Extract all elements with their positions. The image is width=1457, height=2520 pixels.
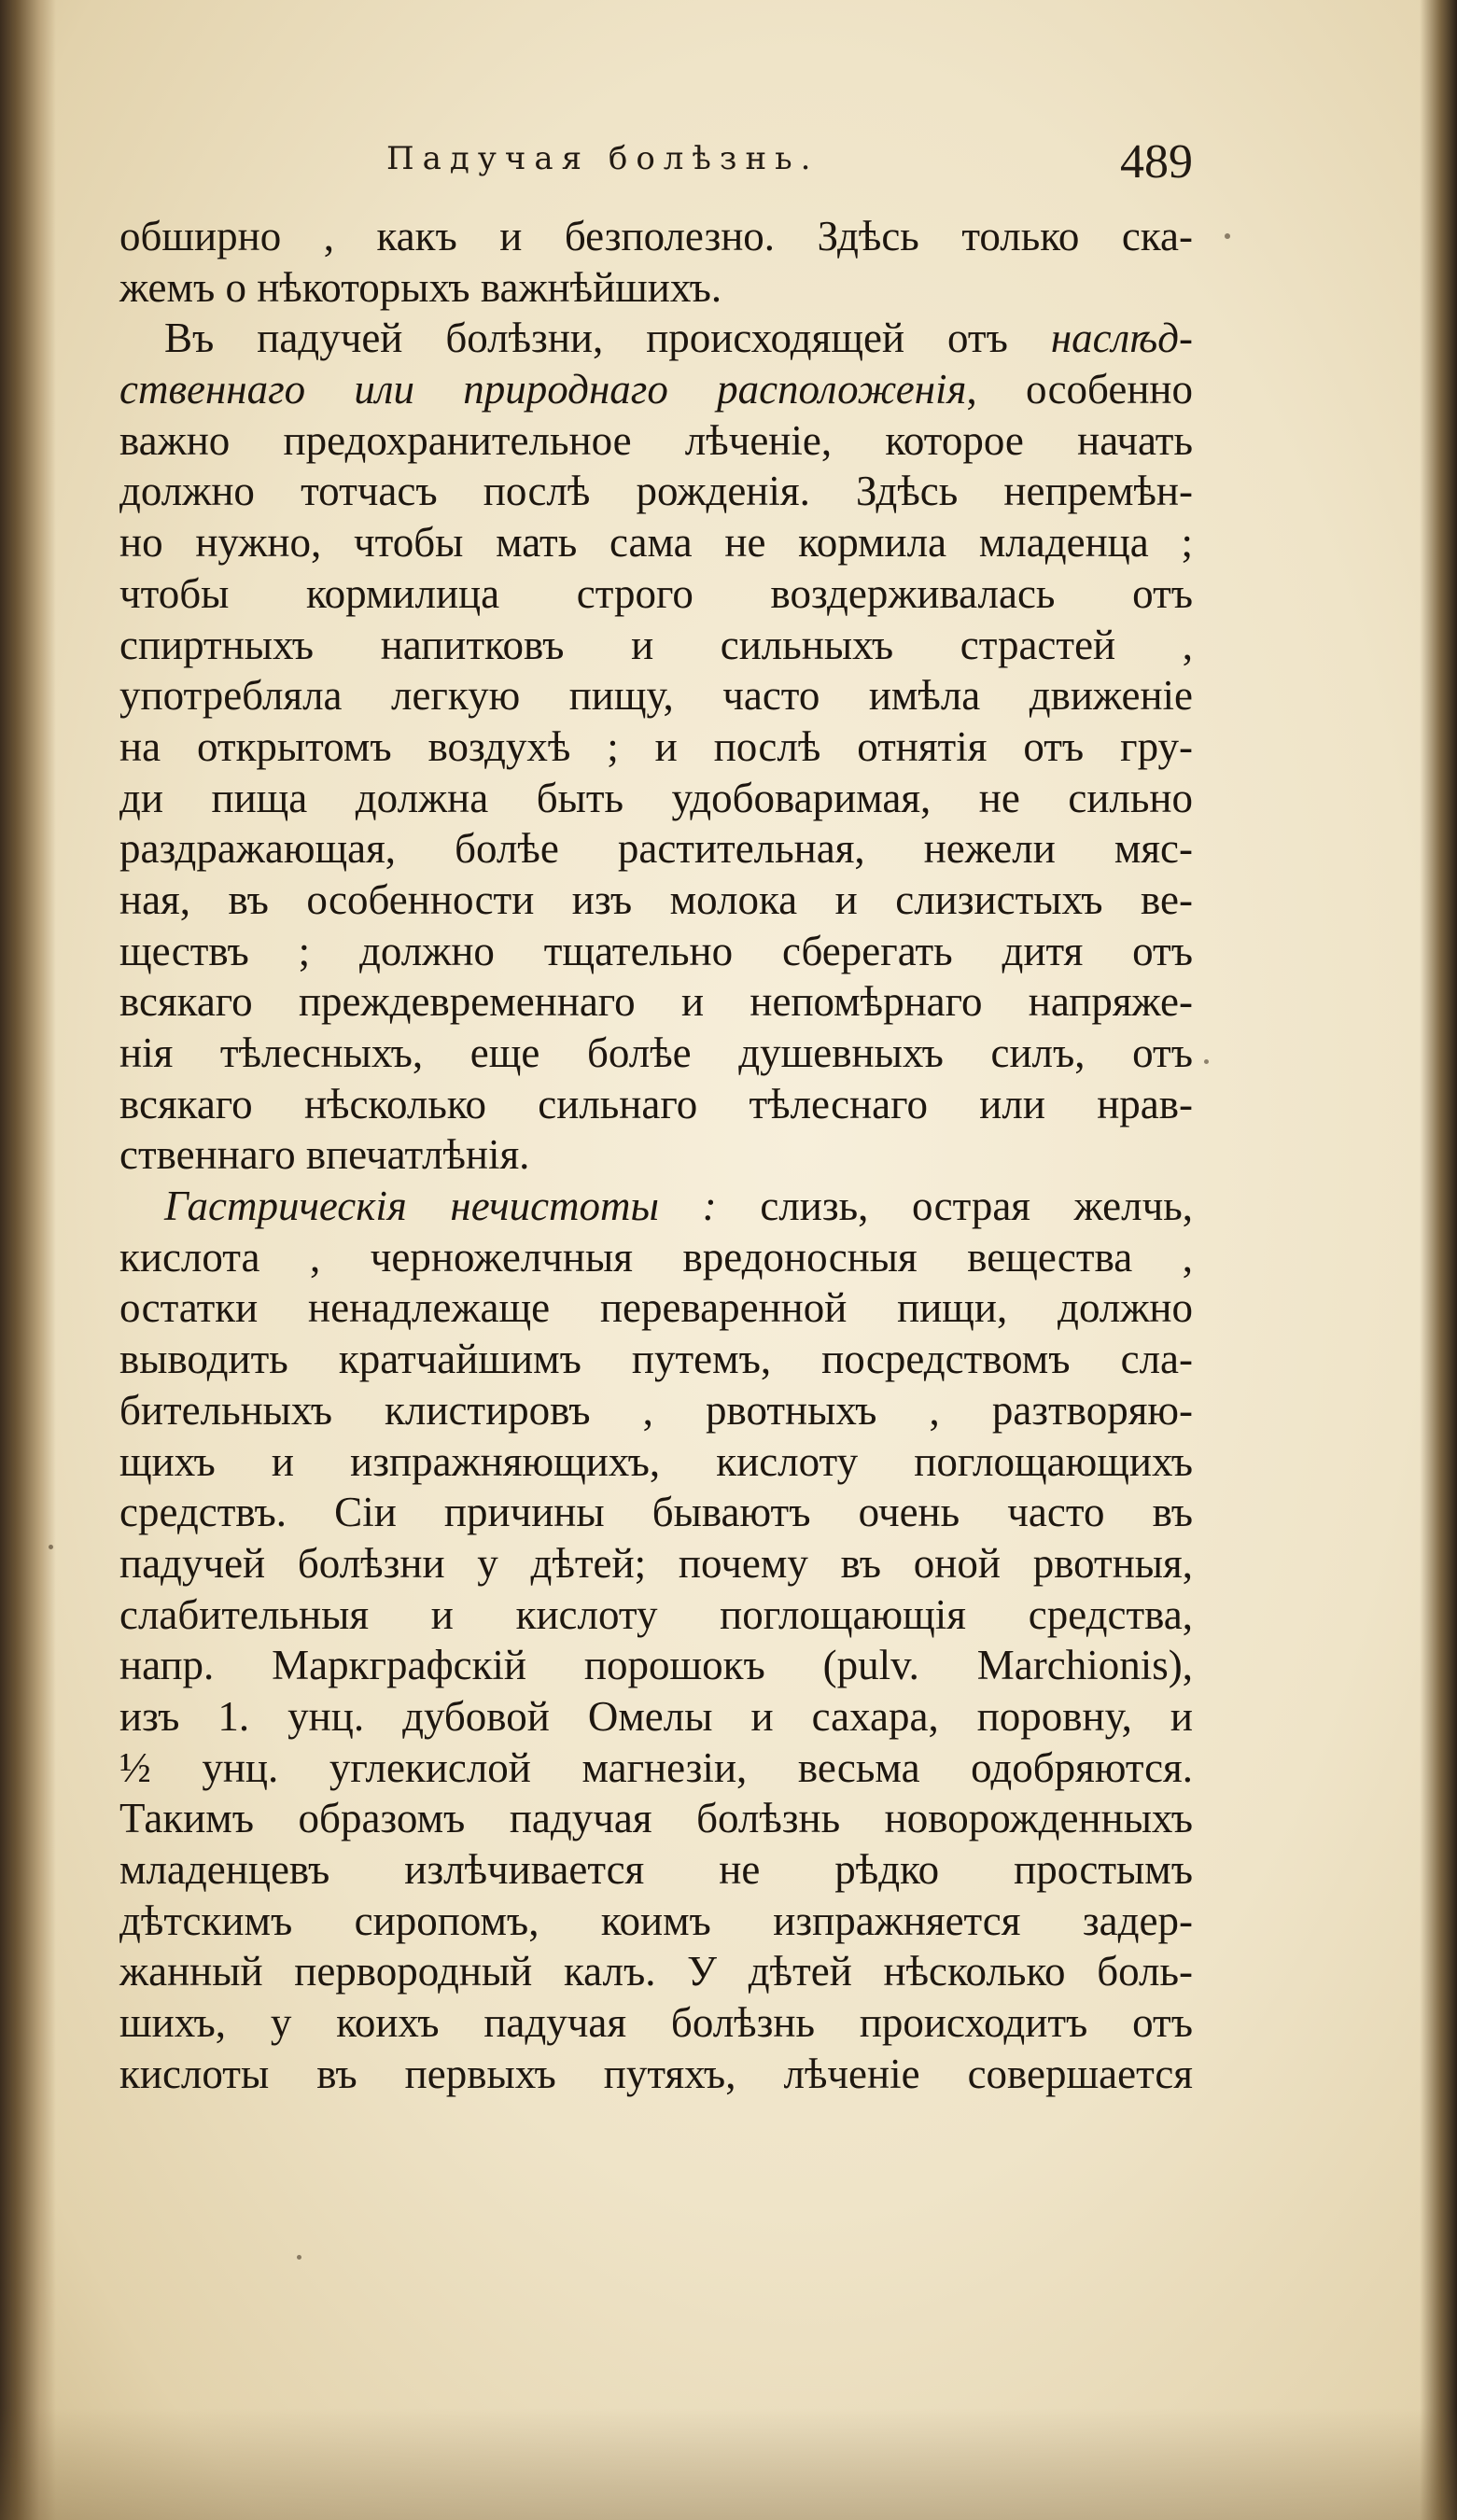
- line-text: важно предохранительное лѣченіе, которое начать: [119, 416, 1193, 464]
- line-text: слизь, острая желчь,: [716, 1183, 1193, 1230]
- text-line: [119, 1538, 1193, 1589]
- text-line: [119, 1028, 1193, 1079]
- line-text: ди пища должна быть удобоваримая, не сильно: [119, 774, 1193, 821]
- line-text: всякаго нѣсколько сильнаго тѣлеснаго или нрав-: [119, 1080, 1193, 1127]
- text-line: [119, 1181, 1193, 1232]
- line-text: но нужно, чтобы мать сама не кормила младенца ;: [119, 519, 1193, 567]
- line-text: кислоты въ первыхъ путяхъ, лѣченіе совершается: [119, 2050, 1193, 2097]
- body-text: [119, 211, 1193, 2099]
- line-text: всякаго преждевременнаго и непомѣрнаго напряже-: [119, 978, 1193, 1026]
- text-line: [119, 466, 1193, 517]
- line-text: выводить кратчайшимъ путемъ, посредствомъ сла-: [119, 1336, 1193, 1383]
- line-text: ственнаго впечатлѣнія.: [119, 1131, 530, 1179]
- text-line: [119, 1589, 1193, 1641]
- text-line: [119, 313, 1193, 364]
- text-line: [119, 1946, 1193, 1997]
- line-text: ная, въ особенности изъ молока и слизистыхъ ве-: [119, 875, 1193, 923]
- text-line: [119, 1334, 1193, 1385]
- line-text: изъ 1. унц. дубовой Омелы и сахара, поровну, и: [119, 1692, 1193, 1740]
- text-line: [119, 976, 1193, 1028]
- text-line: [119, 620, 1193, 671]
- line-text: должно тотчасъ послѣ рожденія. Здѣсь непремѣн-: [119, 468, 1193, 515]
- ink-speck: [1225, 233, 1230, 239]
- page-edge-shadow: [1420, 0, 1457, 2520]
- line-text: напр. Маркграфскій порошокъ (pulv. Marchionis),: [119, 1642, 1193, 1689]
- italic-phrase: ственнаго или природнаго расположенія: [119, 366, 967, 413]
- text-line: [119, 1640, 1193, 1691]
- text-line: [119, 2049, 1193, 2100]
- text-line: [119, 1487, 1193, 1538]
- line-text: употребляла легкую пищу, часто имѣла движеніе: [119, 672, 1193, 720]
- text-line: [119, 1691, 1193, 1743]
- line-text: чтобы кормилица строго воздерживалась отъ: [119, 569, 1193, 617]
- text-line: [119, 1282, 1193, 1334]
- line-text: обширно , какъ и безполезно. Здѣсь только ска-: [119, 213, 1193, 259]
- text-line: [119, 721, 1193, 773]
- text-line: [119, 517, 1193, 568]
- text-line: [119, 1232, 1193, 1283]
- line-text: Въ падучей болѣзни, происходящей отъ: [164, 315, 1051, 362]
- ink-speck: [1204, 1059, 1209, 1064]
- line-text: жемъ о нѣкоторыхъ важнѣйшихъ.: [119, 263, 722, 311]
- text-line: [119, 262, 1193, 314]
- line-text: слабительныя и кислоту поглощающія средства,: [119, 1590, 1193, 1638]
- page-header: [119, 135, 1193, 205]
- line-text: на открытомъ воздухѣ ; и послѣ отнятія отъ гру-: [119, 722, 1193, 770]
- line-text: раздражающая, болѣе растительная, нежели мяс-: [119, 825, 1193, 873]
- text-line: [119, 1385, 1193, 1436]
- line-text: кислота , черножелчныя вредоносныя вещества ,: [119, 1233, 1193, 1281]
- line-text: младенцевъ излѣчивается не рѣдко простымъ: [119, 1846, 1193, 1893]
- line-text: остатки ненадлежаще переваренной пищи, должно: [119, 1284, 1193, 1332]
- line-text: нія тѣлесныхъ, еще болѣе душевныхъ силъ, отъ: [119, 1029, 1193, 1076]
- line-text: падучей болѣзни у дѣтей; почему въ оной рвотныя,: [119, 1539, 1193, 1587]
- text-line: [119, 1896, 1193, 1947]
- page-number: 489: [1120, 135, 1193, 189]
- text-line: [119, 1793, 1193, 1844]
- line-text: ществъ ; должно тщательно сберегать дитя отъ: [119, 927, 1193, 974]
- line-text: дѣтскимъ сиропомъ, коимъ изпражняется задер-: [119, 1897, 1193, 1944]
- italic-phrase: Гастрическія нечистоты :: [164, 1183, 717, 1230]
- text-line: [119, 926, 1193, 977]
- line-text: спиртныхъ напитковъ и сильныхъ страстей ,: [119, 621, 1193, 668]
- line-text: , особенно: [966, 366, 1193, 413]
- text-line: [119, 773, 1193, 824]
- line-text: шихъ, у коихъ падучая болѣзнь происходитъ отъ: [119, 1999, 1193, 2047]
- line-text: Такимъ образомъ падучая болѣзнь новорожденныхъ: [119, 1795, 1193, 1842]
- text-line: [119, 415, 1193, 467]
- ink-speck: [297, 2255, 301, 2260]
- text-line: [119, 1743, 1193, 1794]
- text-line: [119, 1129, 1193, 1181]
- line-text: жанный первородный калъ. У дѣтей нѣсколько боль-: [119, 1948, 1193, 1995]
- text-line: [119, 568, 1193, 620]
- text-line: [119, 364, 1193, 415]
- text-line: [119, 1436, 1193, 1488]
- line-text: щихъ и изпражняющихъ, кислоту поглощающихъ: [119, 1437, 1193, 1485]
- line-text: средствъ. Сіи причины бываютъ очень часто въ: [119, 1489, 1193, 1536]
- ink-speck: [49, 1545, 53, 1549]
- italic-phrase: наслѣд-: [1050, 315, 1193, 362]
- page-gutter-shadow: [0, 0, 56, 2520]
- line-text: ½ унц. углекислой магнезіи, весьма одобряются.: [119, 1743, 1193, 1791]
- running-head: Падучая болѣзнь.: [386, 140, 820, 177]
- text-line: [119, 1844, 1193, 1896]
- text-line: [119, 823, 1193, 875]
- text-line: [119, 875, 1193, 926]
- text-line: [119, 1997, 1193, 2049]
- text-line: [119, 211, 1193, 262]
- page-bottom-shade: [0, 2408, 1457, 2520]
- text-line: [119, 1079, 1193, 1130]
- text-line: [119, 670, 1193, 721]
- line-text: бительныхъ клистировъ , рвотныхъ , разтворяю-: [119, 1386, 1193, 1434]
